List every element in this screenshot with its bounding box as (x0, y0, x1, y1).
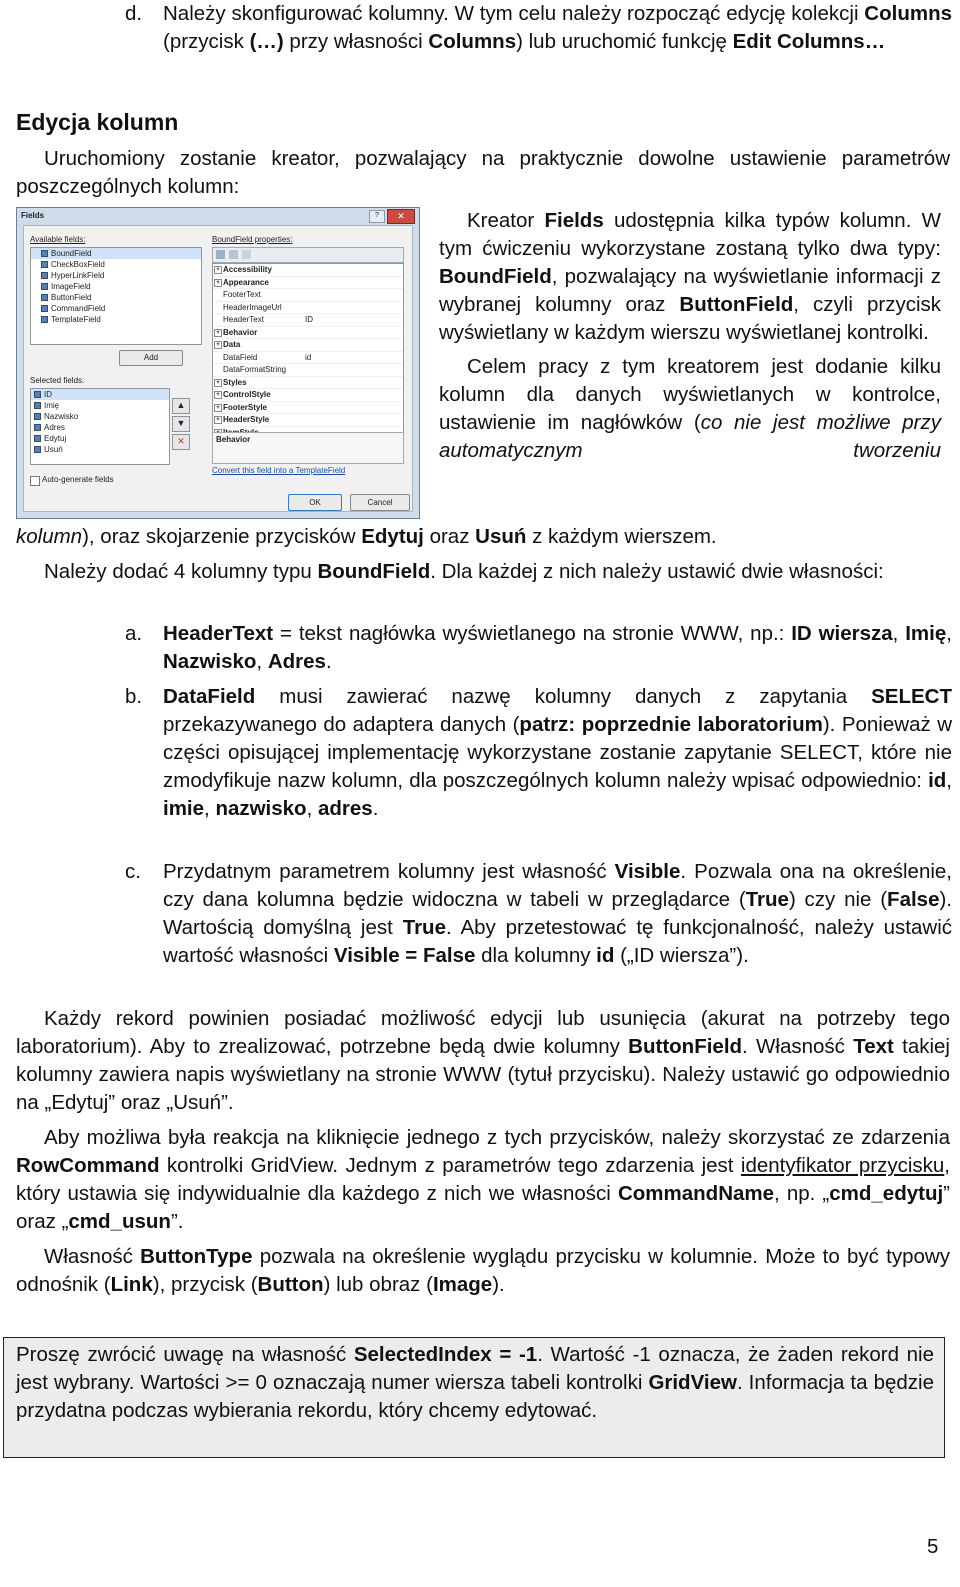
categorized-icon[interactable] (216, 250, 225, 259)
selected-fields-list[interactable] (30, 388, 170, 465)
list-label: c. (125, 860, 141, 883)
text-run: , pozwalający na wyświetlanie informacji z wybranej kolumny oraz (439, 265, 941, 316)
text-run: = tekst nagłówka wyświetlanego na stronie WWW, np.: (273, 622, 792, 645)
text-run: Proszę zwrócić uwagę na własność (16, 1343, 354, 1366)
autogen-label: Auto-generate fields (42, 475, 114, 484)
item-d-text (163, 0, 952, 56)
text-run: Każdy rekord powinien posiadać możliwość edycji lub usunięcia (akurat na potrzeby tego laboratorium). Aby to zrealizować, potrzebne będą dwie kolumny (16, 1007, 950, 1058)
bold-run: imie (163, 797, 205, 820)
bold-run: ButtonField (628, 1035, 743, 1058)
expand-icon[interactable]: + (214, 404, 222, 412)
field-label: ID (44, 390, 52, 399)
text-run: . (372, 797, 379, 820)
bold-run: BoundField (439, 265, 552, 288)
text-run: . Własność (742, 1035, 854, 1058)
list-item-a (125, 620, 952, 676)
bold-run: False (887, 888, 940, 911)
field-label: BoundField (51, 249, 92, 258)
autogen-checkbox[interactable] (30, 476, 40, 486)
property-row[interactable] (213, 302, 403, 315)
field-type-icon (41, 250, 48, 257)
text-run: dla kolumny (475, 944, 597, 967)
field-label: ButtonField (51, 293, 92, 302)
property-category[interactable] (213, 414, 403, 427)
available-fields-tree[interactable] (30, 247, 202, 345)
property-name: Styles (223, 377, 247, 387)
description-title: Behavior (216, 435, 251, 444)
text-run: ) czy nie ( (788, 888, 888, 911)
text-run: przekazywanego do adaptera danych ( (163, 713, 520, 736)
list-item-d (125, 0, 952, 56)
available-field-item[interactable] (31, 303, 201, 314)
property-toolbar (212, 247, 404, 263)
property-description (212, 432, 404, 464)
text-run: Kreator (467, 209, 545, 232)
text-run: Aby możliwa była reakcja na kliknięcie jednego z tych przycisków, należy skorzystać ze zdarzenia (44, 1126, 950, 1149)
property-category[interactable] (213, 339, 403, 352)
text-run: . Pozwala ona na określenie, czy dana kolumna będzie widoczna w tabeli w przeglądarce ( (163, 860, 952, 911)
field-type-icon (41, 294, 48, 301)
bold-run: Image (432, 1273, 493, 1296)
property-value[interactable]: ID (305, 315, 313, 324)
bold-run: Edytuj (361, 525, 424, 548)
text-run: . Aby przetestować tę funkcjonalność, należy ustawić wartość własności (163, 916, 953, 967)
paragraph-buttontype (16, 1243, 950, 1299)
bold-run: DataField (163, 685, 256, 708)
text-run: ). Wartością domyślną jest (163, 888, 952, 939)
add-button[interactable]: Add (119, 350, 183, 366)
delete-icon[interactable]: ✕ (172, 434, 190, 450)
bold-run: ID wiersza (791, 622, 893, 645)
text-run: . Informacja ta będzie przydatna podczas wybierania rekordu, który chcemy edytować. (16, 1371, 934, 1422)
text-run: . Dla każdej z nich należy ustawić dwie własności: (430, 560, 884, 583)
text-run: Przydatnym parametrem kolumny jest własność (163, 860, 615, 883)
bold-run: RowCommand (16, 1154, 160, 1177)
dialog-title: Fields (21, 211, 45, 220)
property-grid[interactable] (212, 263, 404, 433)
field-type-icon (34, 424, 41, 431)
bold-run: cmd_usun (68, 1210, 171, 1233)
text-run: musi zawierać nazwę kolumny danych z zapytania (255, 685, 872, 708)
intro-text: Uruchomiony zostanie kreator, pozwalający na praktycznie dowolne ustawienie parametrów poszczególnych kolumn: (16, 147, 950, 198)
bold-run: Visible = False (333, 944, 476, 967)
list-label: b. (125, 685, 143, 708)
text-run: ). Ponieważ w części opisującej implementację wykorzystane zostanie zapytanie SELECT, które nie zmodyfikuje nazw kolumn, dla poszczególnych kolumn należy wpisać odpowiednio: (163, 713, 952, 792)
text-run: przy własności (283, 30, 429, 53)
italic-run: co nie jest możliwe przy automatycznym tworzeniu (439, 411, 941, 462)
expand-icon[interactable]: + (214, 329, 222, 337)
text-run: Własność (44, 1245, 141, 1268)
text-run: udostępnia kilka typów kolumn. W tym ćwiczeniu wykorzystane zostaną tylko dwa typy: (439, 209, 941, 260)
paragraph-buttonfield (16, 1005, 950, 1117)
property-value[interactable]: id (305, 352, 312, 362)
fields-dialog (16, 207, 420, 519)
property-name: Data (223, 340, 241, 349)
expand-icon[interactable]: + (214, 279, 222, 287)
text-run: ), przycisk ( (152, 1273, 258, 1296)
bold-run: adres (317, 797, 373, 820)
text-run: Należy skonfigurować kolumny. W tym celu należy rozpocząć edycję kolekcji (163, 2, 865, 25)
property-category[interactable] (213, 264, 403, 277)
field-type-icon (41, 261, 48, 268)
text-run: Celem pracy z tym kreatorem jest dodanie kilku kolumn dla danych wyświetlanych w kontrolce, ustawienie im nagłówków ( (439, 355, 941, 434)
bold-run: Text (853, 1035, 894, 1058)
field-type-icon (41, 283, 48, 290)
field-type-icon (41, 305, 48, 312)
bold-run: Link (110, 1273, 153, 1296)
properties-icon[interactable] (242, 250, 251, 259)
text-run: , np. „ (774, 1182, 830, 1205)
side-paragraph-1 (439, 207, 941, 347)
property-row[interactable] (213, 364, 403, 377)
property-row[interactable] (213, 289, 403, 302)
field-label: Edytuj (44, 434, 67, 443)
text-run: , (204, 797, 216, 820)
property-name: Behavior (223, 327, 258, 337)
field-label: ImageField (51, 282, 91, 291)
selected-field-item[interactable] (31, 444, 169, 455)
property-name: HeaderStyle (223, 415, 270, 424)
bold-run: cmd_edytuj (829, 1182, 944, 1205)
field-label: HyperLinkField (51, 271, 105, 280)
field-label: TemplateField (51, 315, 101, 324)
property-row[interactable] (213, 314, 403, 327)
text-run: (przycisk (163, 30, 250, 53)
available-field-item[interactable] (31, 259, 201, 270)
text-run: , który ustawia się indywidualnie dla każdego z nich we własności (16, 1154, 950, 1205)
property-category[interactable] (213, 377, 403, 390)
bold-run: (…) (249, 30, 284, 53)
bold-run: Visible (614, 860, 681, 883)
selected-field-item[interactable] (31, 389, 169, 400)
bold-run: SELECT (871, 685, 952, 708)
text-run: ) lub obraz ( (323, 1273, 433, 1296)
field-label: Nazwisko (44, 412, 79, 421)
field-type-icon (34, 435, 41, 442)
selected-field-item[interactable] (31, 411, 169, 422)
text-run: , (892, 622, 906, 645)
available-fields-label: Available fields: (30, 235, 86, 244)
expand-icon[interactable]: + (214, 266, 222, 274)
expand-icon[interactable]: + (214, 341, 222, 349)
intro-paragraph (16, 145, 950, 201)
paragraph-rowcommand (16, 1124, 950, 1236)
close-button[interactable]: ✕ (387, 209, 415, 224)
available-field-item[interactable] (31, 248, 201, 259)
field-type-icon (34, 446, 41, 453)
bold-run: CommandName (617, 1182, 775, 1205)
text-run: ” oraz „ (16, 1182, 950, 1233)
text-run: , (946, 769, 952, 792)
move-up-icon[interactable]: ▲ (172, 398, 190, 414)
side-paragraph-2-continued (16, 523, 950, 551)
text-run: ) lub uruchomić funkcję (516, 30, 733, 53)
property-category[interactable] (213, 402, 403, 415)
section-title: Edycja kolumn (16, 109, 179, 135)
underlined-run: identyfikator przycisku (740, 1154, 945, 1177)
text-run: ), oraz skojarzenie przycisków (82, 525, 362, 548)
bold-run: Edit Columns… (732, 30, 886, 53)
property-name: ControlStyle (223, 390, 271, 399)
text-run: , (946, 622, 952, 645)
cancel-button[interactable]: Cancel (350, 494, 410, 511)
property-name: FooterStyle (223, 402, 268, 412)
side-paragraph-2 (439, 353, 941, 465)
text-run: , (306, 797, 318, 820)
expand-icon[interactable]: + (214, 416, 222, 424)
side-text (439, 207, 941, 465)
bold-run: ButtonType (140, 1245, 253, 1268)
italic-run: kolumn (16, 525, 83, 548)
property-category[interactable] (213, 389, 403, 402)
text-run: , czyli przycisk wyświetlany w każdym wierszu wyświetlanej kontrolki. (439, 293, 941, 344)
selected-field-item[interactable] (31, 422, 169, 433)
help-button[interactable]: ? (369, 210, 385, 223)
text-run: kontrolki GridView. Jednym z parametrów tego zdarzenia jest (159, 1154, 741, 1177)
field-label: CheckBoxField (51, 260, 105, 269)
available-field-item[interactable] (31, 281, 201, 292)
text-run: pozwala na określenie wyglądu przycisku w kolumnie. Może to być typowy odnośnik ( (16, 1245, 950, 1296)
bold-run: Imię (905, 622, 947, 645)
page-number: 5 (927, 1535, 939, 1558)
list-item-b (125, 683, 952, 823)
move-down-icon[interactable]: ▼ (172, 416, 190, 432)
text-run: takiej kolumny zawiera napis wyświetlany na stronie WWW (tytuł przycisku). Należy ustawić go odpowiednio na „Edytuj” oraz „Usuń”. (16, 1035, 950, 1114)
text-run: ). (492, 1273, 505, 1296)
property-category[interactable] (213, 277, 403, 290)
field-label: Adres (44, 423, 65, 432)
text-run: z każdym wierszem. (526, 525, 717, 548)
text-run: („ID wiersza”). (614, 944, 749, 967)
field-type-icon (34, 391, 41, 398)
selected-fields-label: Selected fields: (30, 376, 85, 385)
add-columns-paragraph (16, 558, 950, 586)
field-label: Usuń (44, 445, 63, 454)
property-name: Accessibility (223, 265, 272, 274)
available-field-item[interactable] (31, 292, 201, 303)
bold-run: nazwisko (215, 797, 307, 820)
bold-run: SelectedIndex = -1 (353, 1343, 538, 1366)
field-label: Imię (44, 401, 60, 410)
property-name: Appearance (223, 277, 269, 287)
bold-run: Columns (864, 2, 952, 25)
bold-run: Button (257, 1273, 324, 1296)
expand-icon[interactable]: + (214, 391, 222, 399)
selected-field-item[interactable] (31, 400, 169, 411)
text-run: . Wartość -1 oznacza, że żaden rekord nie jest wybrany. Wartości >= 0 oznaczają numer wiersza tabeli kontrolki (16, 1343, 934, 1394)
convert-templatefield-link[interactable]: Convert this field into a TemplateField (212, 466, 346, 475)
bold-run: HeaderText (163, 622, 274, 645)
field-type-icon (34, 413, 41, 420)
text-run: ”. (170, 1210, 184, 1233)
bold-run: ButtonField (679, 293, 794, 316)
bold-run: True (402, 916, 446, 939)
property-name: DataFormatString (223, 365, 287, 374)
text-run: , (256, 650, 268, 673)
ok-button[interactable]: OK (288, 494, 342, 511)
bold-run: Columns (428, 30, 517, 53)
selected-field-item[interactable] (31, 433, 169, 444)
properties-label: BoundField properties: (212, 235, 293, 244)
note-box (3, 1337, 945, 1458)
property-name: HeaderText (223, 315, 264, 324)
dialog-body (23, 225, 413, 512)
field-label: CommandField (51, 304, 106, 313)
list-label: d. (125, 2, 143, 25)
property-name: DataField (223, 352, 258, 362)
field-type-icon (41, 272, 48, 279)
bold-run: Fields (544, 209, 604, 232)
bold-run: Usuń (475, 525, 527, 548)
available-field-item[interactable] (31, 314, 201, 325)
bold-run: id (596, 944, 615, 967)
list-item-c (125, 858, 952, 970)
bold-run: id (928, 769, 947, 792)
text-run: . (325, 650, 332, 673)
property-row[interactable] (213, 352, 403, 365)
field-type-icon (41, 316, 48, 323)
text-run: oraz (423, 525, 476, 548)
alphabetical-icon[interactable] (229, 250, 238, 259)
bold-run: patrz: poprzednie laboratorium (519, 713, 823, 736)
bold-run: GridView (648, 1371, 737, 1394)
dialog-titlebar (17, 208, 419, 224)
field-type-icon (34, 402, 41, 409)
text-run: Należy dodać 4 kolumny typu (44, 560, 318, 583)
property-name: FooterText (223, 290, 261, 299)
list-label: a. (125, 622, 143, 645)
expand-icon[interactable]: + (214, 379, 222, 387)
bold-run: Nazwisko (163, 650, 257, 673)
bold-run: BoundField (317, 560, 431, 583)
available-field-item[interactable] (31, 270, 201, 281)
bold-run: Adres (267, 650, 326, 673)
property-category[interactable] (213, 327, 403, 340)
property-name: HeaderImageUrl (223, 302, 282, 312)
bold-run: True (745, 888, 789, 911)
